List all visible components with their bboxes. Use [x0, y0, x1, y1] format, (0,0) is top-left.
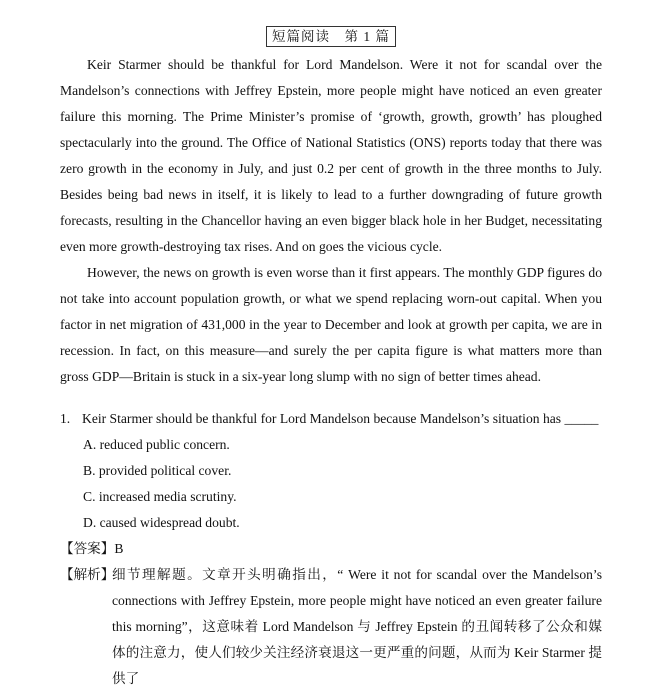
passage-paragraph-2: However, the news on growth is even worse than it first appears. The monthly GDP figures do not take into account population growth, or what we spend replacing worn-out capital. When you factor in net migration of 431,000 in the year to December and look at growth per capita, we are in recession. In fact, on this measure—and surely the per capita figure is what matters more than gross GDP—Britain is stuck in a six-year long slump with no sign of better times ahead.: [60, 265, 602, 384]
answer-line: [60, 536, 602, 562]
option-a: A. reduced public concern.: [83, 437, 230, 452]
section-title: 短篇阅读 第 1 篇: [266, 26, 396, 47]
answer-value: B: [114, 541, 124, 556]
option-list: [60, 432, 602, 536]
question-block: [60, 406, 602, 536]
passage-paragraph-1: Keir Starmer should be thankful for Lord Mandelson. Were it not for scandal over the Mandelson’s connections with Jeffrey Epstein, more people might have noticed an even greater failure this morning. The Prime Minister’s promise of ‘growth, growth, growth’ has ploughed spectacularly into the ground. The Office of National Statistics (ONS) reports today that there was zero growth in the economy in July, and just 0.2 per cent of growth in the three months to July. Besides being bad news in itself, it is likely to lead to a further downgrading of future growth forecasts, resulting in the Chancellor having an even bigger black hole in her Budget, necessitating even more growth-destroying tax rises. And on goes the vicious cycle.: [60, 57, 602, 254]
analysis-block: [60, 562, 602, 692]
document-page: [60, 26, 602, 692]
option-c: C. increased media scrutiny.: [83, 489, 237, 504]
analysis-text: 细节理解题。文章开头明确指出，“ Were it not for scandal over the Mandelson’s connections with Jeffrey Epstein, more people might have noticed an even greater failure this morning”，这意味着 Lord Mandelson 与 Jeffrey Epstein 的丑闻转移了公众和媒体的注意力，使人们较少关注经济衰退这一更严重的问题，从而为 Keir Starmer 提供了: [112, 567, 602, 686]
option-b: B. provided political cover.: [83, 463, 232, 478]
option-d: D. caused widespread doubt.: [83, 515, 240, 530]
question-stem: [60, 406, 602, 432]
question-text: Keir Starmer should be thankful for Lord Mandelson because Mandelson’s situation has _____: [82, 411, 599, 426]
title-wrap: [60, 26, 602, 52]
question-number: 1.: [60, 411, 71, 426]
analysis-label: 【解析】: [60, 567, 115, 582]
answer-label: 【答案】: [60, 541, 115, 556]
